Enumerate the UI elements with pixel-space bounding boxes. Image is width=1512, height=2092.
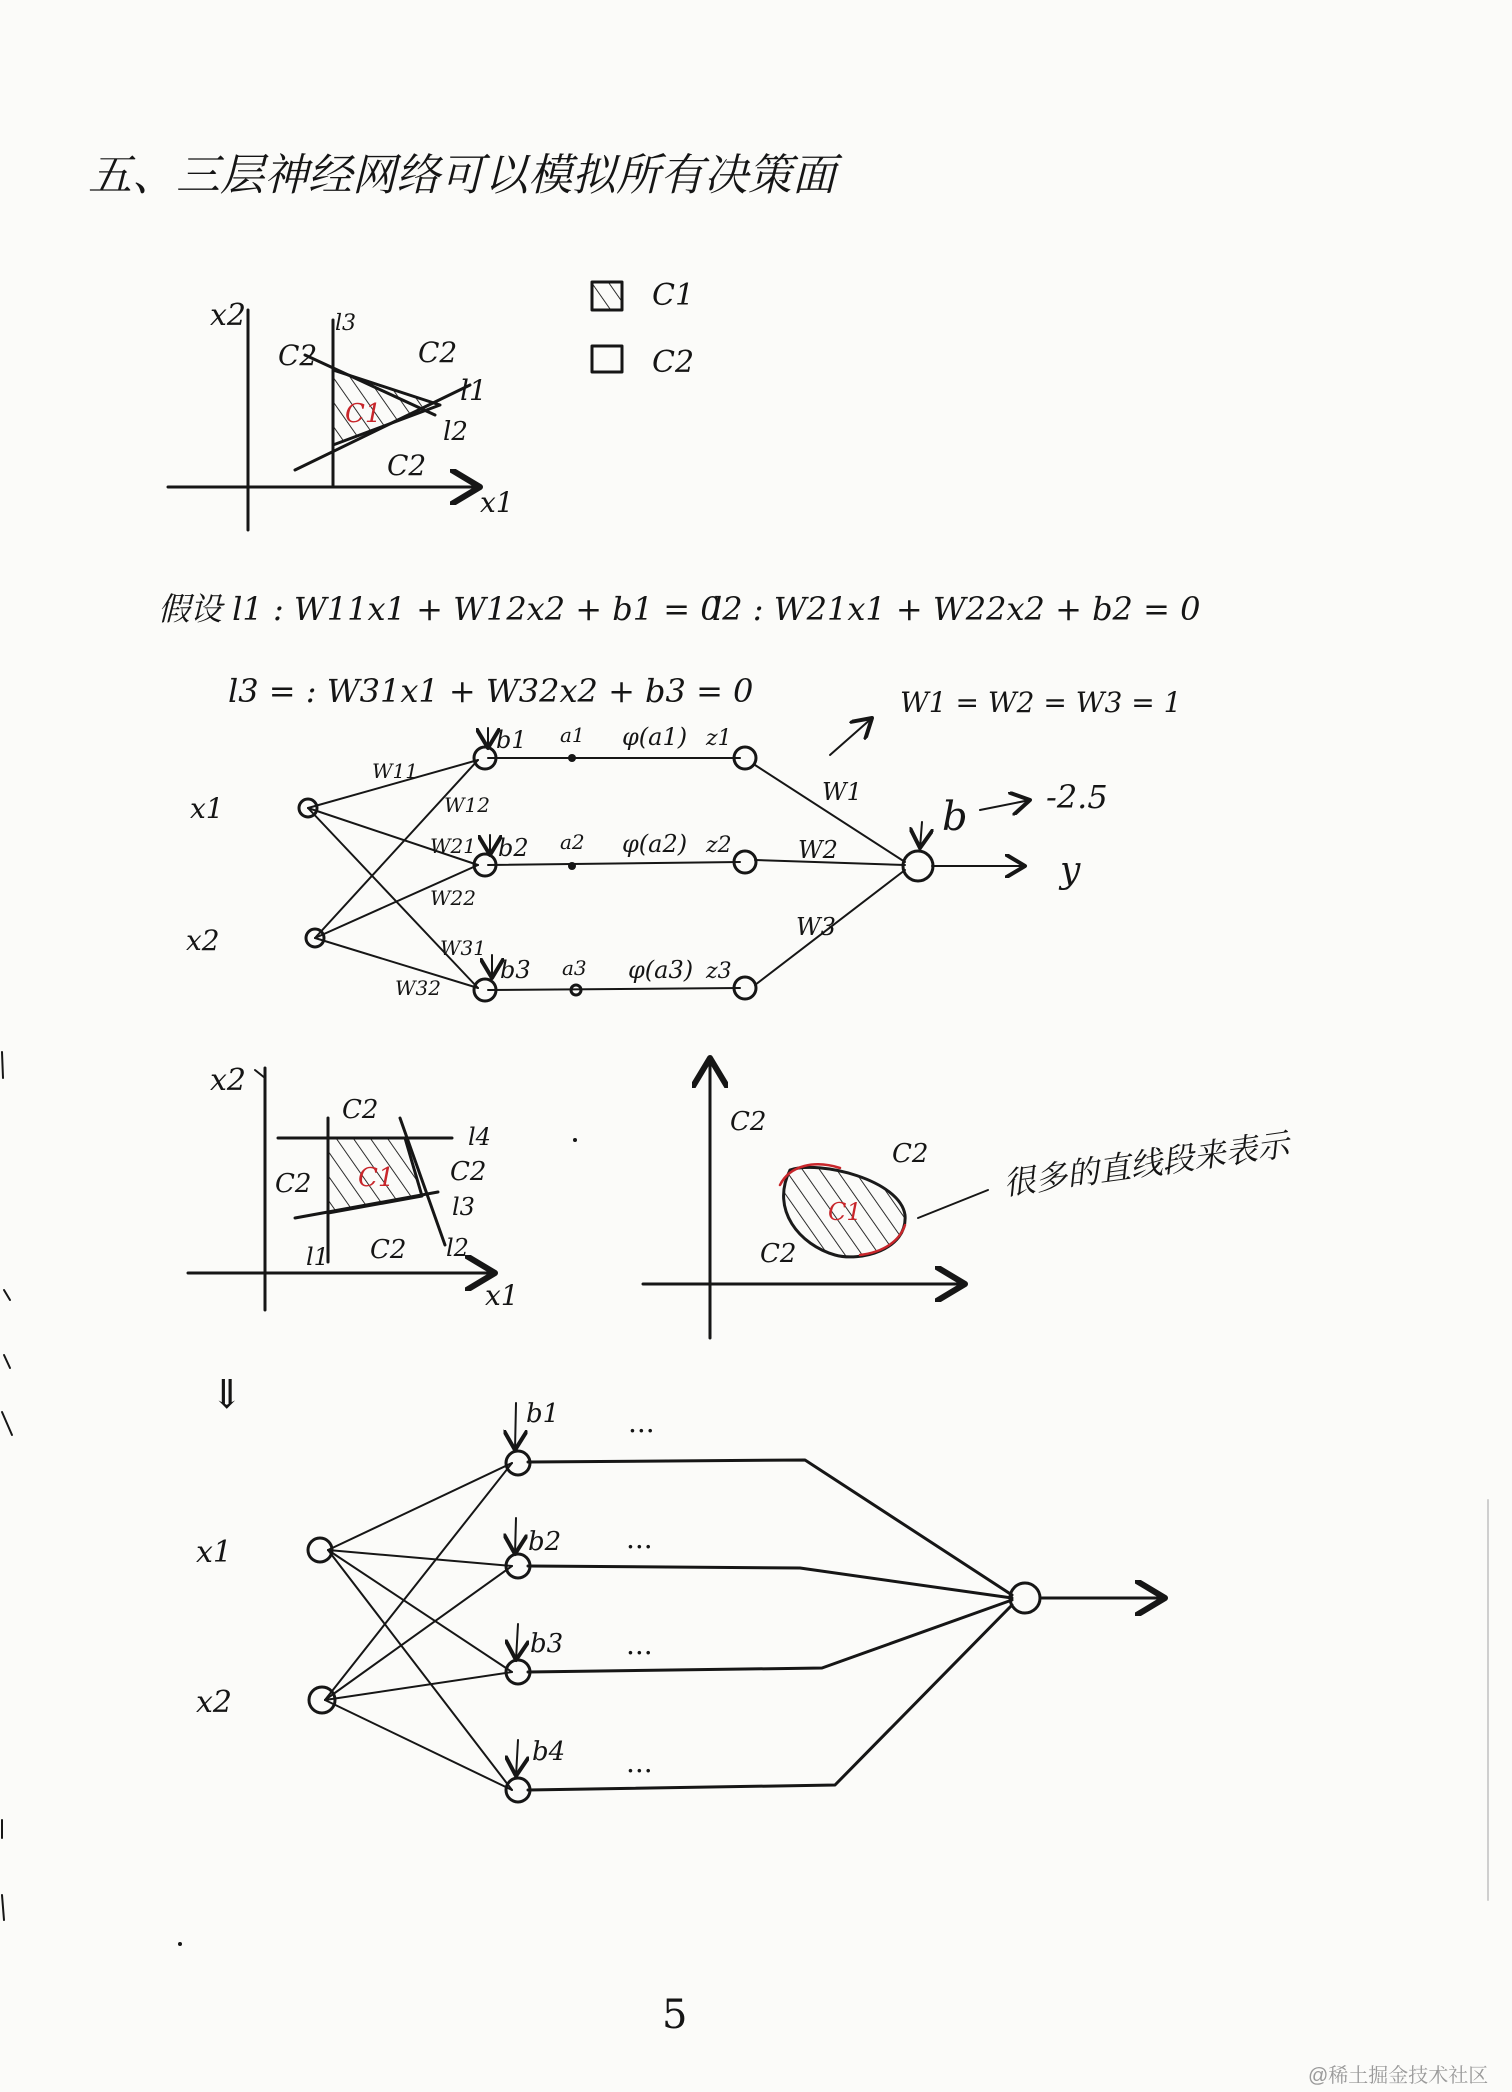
fig2-label-l2: l2	[446, 1234, 469, 1262]
net2-bias-b2: b2	[528, 1527, 562, 1557]
net2-bias-b4: b4	[532, 1737, 566, 1767]
net1-act-a2: a2	[560, 830, 585, 854]
fig2-label-l3: l3	[452, 1193, 475, 1221]
margin-marks	[2, 1052, 1488, 1946]
equation-l3: l3 = : W31x1 + W32x2 + b3 = 0	[228, 672, 754, 710]
net2-bias-b1: b1	[526, 1399, 560, 1429]
fig3-region-c2-right: C2	[892, 1139, 929, 1169]
legend-c2-label: C2	[652, 345, 695, 380]
legend	[592, 278, 694, 380]
fig1-axis-x-label: x1	[480, 486, 514, 519]
net2-ellipsis-4: ...	[626, 1746, 653, 1779]
page-number: 5	[662, 1992, 688, 2038]
fig1-region-c1: C1	[345, 399, 382, 429]
net2-input-x2: x2	[196, 1685, 233, 1720]
fig2-label-l4: l4	[468, 1123, 491, 1151]
net1-weight-w31: W31	[440, 936, 487, 960]
net2-ellipsis-1: ...	[628, 1406, 655, 1439]
net2-bias-b3: b3	[530, 1629, 564, 1659]
net2-hidden-node-1	[506, 1451, 530, 1475]
net1-weight-w22: W22	[430, 886, 477, 910]
net2-input-x1: x1	[196, 1535, 233, 1570]
net2-output-node	[1010, 1583, 1040, 1613]
fig3-pointer-line	[918, 1190, 988, 1218]
net1-bias-note: -2.5	[1046, 778, 1108, 816]
fig1-region-c2-bottom: C2	[387, 449, 427, 482]
fig1-label-l1: l1	[460, 374, 487, 407]
fig2-region-c2-left: C2	[275, 1169, 312, 1199]
net1-z3: z3	[706, 959, 732, 984]
fig1-region-c2-left: C2	[278, 339, 318, 372]
net2-ellipsis-3: ...	[626, 1628, 653, 1661]
fig3-note: 很多的直线段来表示	[1000, 1125, 1292, 1203]
net1-out-label: y	[1060, 850, 1081, 891]
net1-weight-w21: W21	[430, 834, 477, 858]
equation-l2: l2 : W21x1 + W22x2 + b2 = 0	[712, 590, 1201, 628]
net1-phi-1: φ(a1)	[622, 723, 688, 751]
net1-z1: z1	[706, 726, 732, 751]
net1-z2: z2	[706, 833, 732, 858]
net1-input-x2: x2	[186, 924, 220, 957]
equation-l1: 假设 l1 : W11x1 + W12x2 + b1 = 0	[158, 590, 721, 628]
net1-phi-2: φ(a2)	[622, 830, 688, 858]
net1-input-x1: x1	[190, 792, 224, 825]
fig1-label-l2: l2	[443, 417, 468, 447]
net1-out-w3: W3	[796, 913, 836, 941]
fig2-decision-region	[188, 1063, 577, 1312]
net1-phi-3: φ(a3)	[628, 956, 694, 984]
net1-bias-b1: b1	[496, 726, 527, 754]
fig3-region-c2-top: C2	[730, 1107, 767, 1137]
net1-out-w2: W2	[798, 836, 838, 864]
net2-ellipsis-2: ...	[626, 1522, 653, 1555]
fig2-region-c2-right: C2	[450, 1157, 487, 1187]
fig1-decision-region	[168, 298, 514, 530]
net1-act-a1: a1	[560, 723, 585, 747]
fig3-decision-region	[643, 1058, 1294, 1338]
watermark: @稀土掘金技术社区	[1308, 2065, 1489, 2087]
fig1-label-l3: l3	[335, 311, 357, 336]
net1-weight-note: W1 = W2 = W3 = 1	[900, 686, 1182, 719]
fig1-axis-y-label: x2	[210, 298, 247, 333]
net1-weight-w12: W12	[444, 793, 491, 817]
page-title: 五、三层神经网络可以模拟所有决策面	[88, 150, 836, 201]
fig2-region-c2-bottom: C2	[370, 1235, 407, 1265]
net1-weight-w11: W11	[372, 759, 419, 783]
legend-c1-label: C1	[652, 278, 695, 313]
net1-out-w1: W1	[822, 778, 862, 806]
network-2	[196, 1399, 1165, 1802]
fig1-region-c2-right: C2	[418, 336, 458, 369]
network-1	[186, 686, 1181, 1001]
fig2-region-c1: C1	[358, 1163, 395, 1193]
fig3-region-c1: C1	[828, 1198, 862, 1226]
net1-bias-b2: b2	[498, 834, 529, 862]
implies-down-arrow: ⇓	[210, 1372, 244, 1418]
net1-output-node	[903, 851, 933, 881]
net2-hidden-node-4	[506, 1778, 530, 1802]
fig2-axis-y-label: x2	[210, 1063, 247, 1098]
legend-c1-swatch	[592, 282, 622, 310]
fig2-label-l1: l1	[306, 1243, 329, 1271]
fig2-axis-x-label: x1	[485, 1279, 519, 1312]
fig2-region-c2-top: C2	[342, 1095, 379, 1125]
net1-out-bias: b	[942, 794, 968, 840]
net1-act-a3: a3	[562, 956, 587, 980]
fig3-region-c2-bottom: C2	[760, 1239, 797, 1269]
legend-c2-swatch	[592, 346, 622, 372]
net1-bias-b3: b3	[500, 956, 531, 984]
net1-weight-w32: W32	[395, 976, 442, 1000]
